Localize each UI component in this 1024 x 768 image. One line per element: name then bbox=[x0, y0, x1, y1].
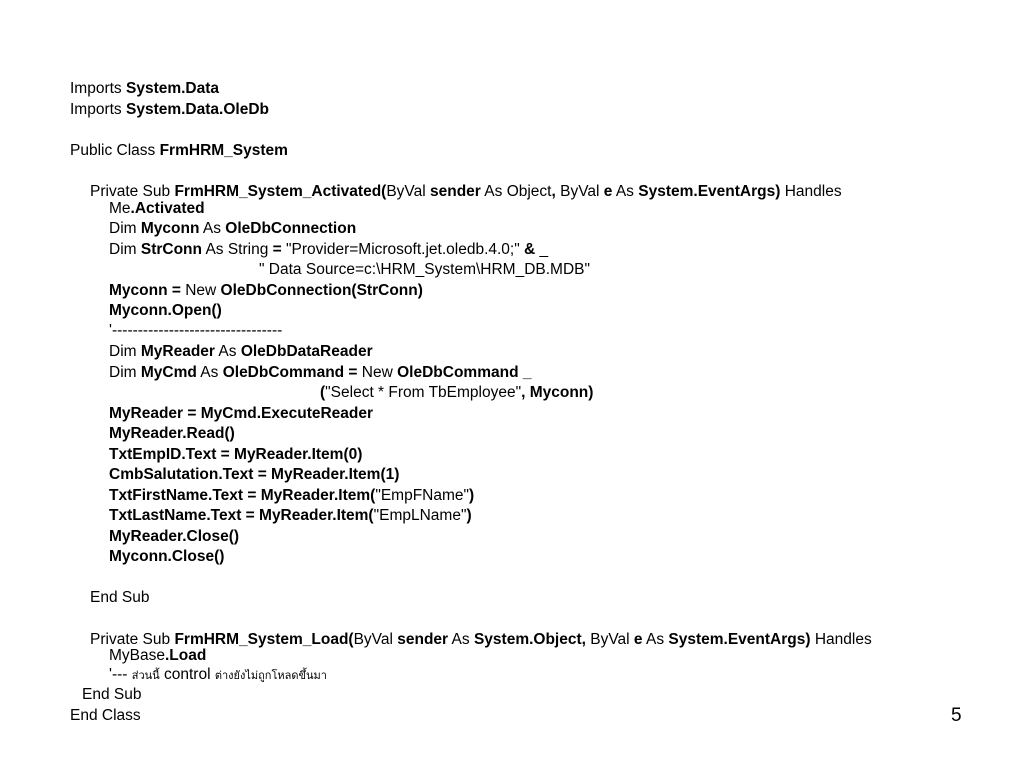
code-token: New bbox=[180, 282, 221, 299]
page-number: 5 bbox=[951, 705, 962, 726]
code-line bbox=[109, 466, 399, 484]
code-token: ByVal bbox=[555, 183, 604, 200]
code-token: ( bbox=[320, 384, 326, 401]
code-line bbox=[109, 220, 356, 238]
code-token: = bbox=[272, 241, 282, 258]
code-line bbox=[109, 364, 531, 382]
code-line bbox=[90, 589, 149, 607]
code-token: Private Sub bbox=[90, 631, 175, 648]
code-line bbox=[320, 384, 593, 402]
code-line bbox=[109, 425, 235, 443]
code-token: OleDbCommand = bbox=[222, 364, 358, 381]
code-token: & bbox=[524, 241, 536, 258]
code-token: TxtEmpID.Text = MyReader.Item(0) bbox=[109, 446, 363, 463]
code-token: TxtLastName.Text = MyReader.Item( bbox=[109, 507, 374, 524]
code-line bbox=[109, 507, 472, 525]
code-token: System.EventArgs) bbox=[638, 183, 781, 200]
code-line bbox=[109, 487, 474, 505]
code-token: System.Data bbox=[125, 80, 220, 97]
code-token: "EmpLName" bbox=[373, 507, 467, 524]
code-token: OleDbDataReader bbox=[240, 343, 373, 360]
code-token: Imports bbox=[70, 101, 126, 118]
code-token: Dim bbox=[109, 241, 141, 258]
code-line bbox=[109, 548, 224, 566]
code-token: StrConn bbox=[140, 241, 202, 258]
code-token: ByVal bbox=[386, 183, 430, 200]
code-token: "EmpFName" bbox=[375, 487, 470, 504]
code-token: As String bbox=[202, 241, 273, 258]
code-token: Private Sub bbox=[90, 183, 175, 200]
code-token: As bbox=[199, 220, 226, 237]
code-token: End Sub bbox=[82, 686, 142, 703]
code-token: As bbox=[448, 631, 474, 648]
code-line bbox=[70, 80, 219, 98]
code-line bbox=[70, 101, 269, 119]
code-token: Myconn bbox=[140, 220, 200, 237]
code-token: MyReader.Close() bbox=[109, 528, 240, 545]
code-token: FrmHRM_System_Activated( bbox=[174, 183, 387, 200]
code-line bbox=[109, 446, 362, 464]
code-token: OleDbCommand _ bbox=[397, 364, 532, 381]
code-token: ต่างยังไม่ถูกโหลดขึ้นมา bbox=[214, 669, 327, 682]
code-token: FrmHRM_System bbox=[159, 142, 288, 159]
code-line bbox=[109, 302, 222, 320]
code-token: _ bbox=[535, 241, 549, 258]
code-token: e bbox=[633, 631, 643, 648]
code-line bbox=[82, 686, 141, 704]
code-token: OleDbConnection(StrConn) bbox=[220, 282, 423, 299]
code-token: System.Data.OleDb bbox=[125, 101, 269, 118]
code-token: As bbox=[612, 183, 639, 200]
code-token: Dim bbox=[109, 364, 141, 381]
code-token: ByVal bbox=[353, 631, 398, 648]
code-token: ) bbox=[469, 487, 475, 504]
code-token: e bbox=[603, 183, 613, 200]
code-token: ByVal bbox=[585, 631, 634, 648]
code-token: End Sub bbox=[90, 589, 150, 606]
code-token: TxtFirstName.Text = MyReader.Item( bbox=[109, 487, 376, 504]
code-token: As bbox=[214, 343, 241, 360]
code-token: control bbox=[159, 666, 215, 683]
code-line bbox=[109, 241, 548, 259]
code-line bbox=[70, 707, 141, 725]
code-line bbox=[109, 200, 205, 218]
code-token: CmbSalutation.Text = MyReader.Item(1) bbox=[109, 466, 400, 483]
code-token: System.Object, bbox=[473, 631, 586, 648]
code-token: As bbox=[196, 364, 223, 381]
code-token: MyBase bbox=[109, 647, 165, 664]
code-token: Handles bbox=[780, 183, 842, 200]
code-token: Dim bbox=[109, 343, 141, 360]
code-token: Me bbox=[109, 200, 131, 217]
code-token: MyReader = MyCmd.ExecuteReader bbox=[109, 405, 374, 422]
code-token: End Class bbox=[70, 707, 141, 724]
code-token: ) bbox=[466, 507, 472, 524]
code-token: sender bbox=[397, 631, 449, 648]
code-token: As Object bbox=[480, 183, 552, 200]
code-token: ส่วนนี้ bbox=[131, 669, 160, 682]
code-line bbox=[109, 322, 282, 340]
code-line bbox=[109, 282, 423, 300]
code-token: New bbox=[357, 364, 398, 381]
code-token: "Select * From TbEmployee" bbox=[325, 384, 522, 401]
code-token: MyReader bbox=[140, 343, 215, 360]
code-line bbox=[259, 261, 590, 279]
code-token: .Activated bbox=[130, 200, 205, 217]
code-token: , Myconn) bbox=[521, 384, 594, 401]
code-token: Public Class bbox=[70, 142, 160, 159]
code-token: OleDbConnection bbox=[225, 220, 357, 237]
code-line bbox=[109, 647, 206, 665]
code-token: "Provider=Microsoft.jet.oledb.4.0;" bbox=[281, 241, 525, 258]
code-token: FrmHRM_System_Load( bbox=[174, 631, 354, 648]
code-token: Dim bbox=[109, 220, 141, 237]
code-line bbox=[109, 528, 239, 546]
code-token: .Load bbox=[165, 647, 207, 664]
code-line bbox=[109, 343, 373, 361]
code-token: , bbox=[551, 183, 556, 200]
code-token: " Data Source=c:\HRM_System\HRM_DB.MDB" bbox=[259, 261, 590, 278]
code-line bbox=[90, 183, 842, 201]
code-line bbox=[90, 631, 872, 649]
code-token: As bbox=[642, 631, 669, 648]
code-token: Myconn = bbox=[109, 282, 181, 299]
code-token: System.EventArgs) bbox=[668, 631, 811, 648]
code-line bbox=[70, 142, 288, 160]
code-token: MyCmd bbox=[140, 364, 197, 381]
code-token: '--------------------------------- bbox=[109, 322, 283, 339]
code-token: Myconn.Open() bbox=[109, 302, 222, 319]
code-token: Handles bbox=[810, 631, 872, 648]
code-token: MyReader.Read() bbox=[109, 425, 235, 442]
code-token: '--- bbox=[109, 666, 132, 683]
code-line bbox=[109, 405, 373, 423]
code-token: sender bbox=[430, 183, 481, 200]
code-token: Imports bbox=[70, 80, 126, 97]
code-line bbox=[109, 666, 327, 685]
code-token: Myconn.Close() bbox=[109, 548, 225, 565]
